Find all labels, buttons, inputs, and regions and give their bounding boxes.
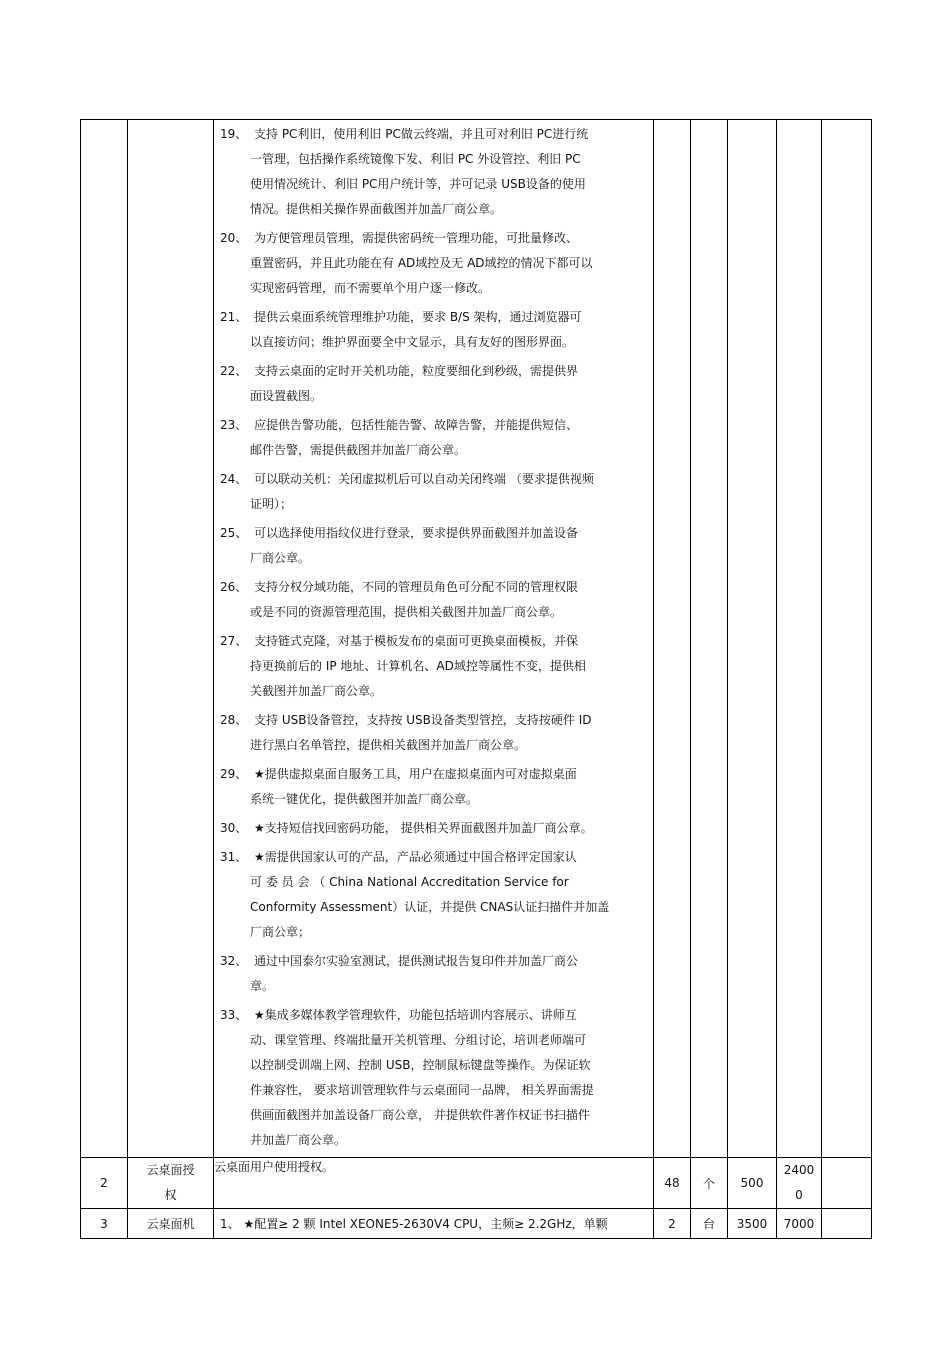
item-line: [220, 679, 649, 704]
item-text: 可 委 员 会 （ China National Accreditation Service for: [250, 875, 569, 889]
item-line: [220, 546, 649, 571]
item-line: [220, 521, 649, 546]
item-text: 支持分权分域功能，不同的管理员角色可分配不同的管理权限: [254, 580, 579, 594]
item-number: 23、: [220, 418, 248, 432]
item-line: [220, 654, 649, 679]
item-number: 19、: [220, 127, 248, 141]
item-number: 27、: [220, 634, 248, 648]
item-text: Conformity Assessment）认证，并提供 CNAS认证扫描件并加盖: [250, 900, 610, 914]
item-text: 并加盖厂商公章。: [250, 1133, 347, 1147]
item-text: 以控制受训端上网、控制 USB，控制鼠标键盘等操作。为保证软: [250, 1058, 591, 1072]
requirement-list: [214, 120, 653, 1153]
item-text: ★支持短信找回密码功能， 提供相关界面截图并加盖厂商公章。: [254, 821, 593, 835]
row-total: 2400 0: [777, 1158, 822, 1209]
row-total: 7000: [777, 1209, 822, 1239]
row-unit: 个: [691, 1158, 728, 1209]
item-text: 供画面截图并加盖设备厂商公章， 并提供软件著作权证书扫描件: [250, 1108, 590, 1122]
item-text: ★需提供国家认可的产品，产品必须通过中国合格评定国家认: [254, 850, 577, 864]
row-name: 云桌面授 权: [128, 1158, 214, 1209]
item-line: [220, 575, 649, 600]
item-text: 或是不同的资源管理范围，提供相关截图并加盖厂商公章。: [250, 605, 563, 619]
row-remark: [822, 1209, 872, 1239]
item-number: 33、: [220, 1008, 248, 1022]
item-line: [220, 787, 649, 812]
requirement-cell: [214, 120, 654, 1158]
item-text: 面设置截图。: [250, 389, 323, 403]
item-text: 一管理，包括操作系统镜像下发、利旧 PC 外设管控、利旧 PC: [250, 152, 581, 166]
item-line: [220, 492, 649, 517]
item-line: [220, 1078, 649, 1103]
row-desc: 云桌面用户使用授权。: [214, 1158, 654, 1209]
table-row: [81, 1209, 872, 1239]
item-number: 25、: [220, 526, 248, 540]
item-number: 31、: [220, 850, 248, 864]
item-line: [220, 251, 649, 276]
row-no: 2: [81, 1158, 128, 1209]
no-cell: [81, 120, 128, 1158]
item-line: [220, 870, 649, 895]
table-row: [81, 1158, 872, 1209]
row-no: 3: [81, 1209, 128, 1239]
item-line: [220, 1128, 649, 1153]
spec-table: [80, 119, 872, 1239]
item-number: 29、: [220, 767, 248, 781]
list-item: [220, 629, 649, 704]
item-line: [220, 1053, 649, 1078]
item-text: 支持 PC利旧，使用利旧 PC做云终端，并且可对利旧 PC进行统: [254, 127, 589, 141]
item-text: 动、课堂管理、终端批量开关机管理、分组讨论，培训老师端可: [250, 1033, 587, 1047]
list-item: [220, 708, 649, 758]
item-text: 通过中国泰尔实验室测试，提供测试报告复印件并加盖厂商公: [254, 954, 579, 968]
item-line: [220, 226, 649, 251]
item-line: [220, 629, 649, 654]
item-text: 可以联动关机：关闭虚拟机后可以自动关闭终端 （要求提供视频: [254, 472, 594, 486]
item-number: 26、: [220, 580, 248, 594]
row-price: 500: [728, 1158, 777, 1209]
item-number: 20、: [220, 231, 248, 245]
item-number: 28、: [220, 713, 248, 727]
item-line: [220, 305, 649, 330]
item-number: 32、: [220, 954, 248, 968]
item-line: [220, 1028, 649, 1053]
row-qty: 2: [654, 1209, 691, 1239]
row-desc: 1、 ★配置≥ 2 颗 Intel XEONE5-2630V4 CPU，主频≥ 2.2GHz，单颗: [214, 1209, 654, 1239]
item-line: [220, 1003, 649, 1028]
item-line: [220, 384, 649, 409]
row-remark: [822, 1158, 872, 1209]
item-text: ★提供虚拟桌面自服务工具，用户在虚拟桌面内可对虚拟桌面: [254, 767, 577, 781]
continued-row: [81, 120, 872, 1158]
list-item: [220, 1003, 649, 1153]
list-item: [220, 521, 649, 571]
remark-cell: [822, 120, 872, 1158]
item-number: 24、: [220, 472, 248, 486]
item-text: 系统一键优化，提供截图并加盖厂商公章。: [250, 792, 479, 806]
list-item: [220, 467, 649, 517]
item-line: [220, 762, 649, 787]
list-item: [220, 413, 649, 463]
item-line: [220, 197, 649, 222]
item-text: 支持 USB设备管控，支持按 USB设备类型管控，支持按硬件 ID: [254, 713, 592, 727]
item-line: [220, 413, 649, 438]
item-text: 章。: [250, 979, 275, 993]
item-line: [220, 438, 649, 463]
list-item: [220, 762, 649, 812]
item-text: 支持链式克隆，对基于模板发布的桌面可更换桌面模板，并保: [254, 634, 579, 648]
qty-cell: [654, 120, 691, 1158]
list-item: [220, 226, 649, 301]
item-text: 支持云桌面的定时开关机功能，粒度要细化到秒级，需提供界: [254, 364, 579, 378]
item-text: 证明）；: [250, 497, 293, 511]
item-line: [220, 359, 649, 384]
list-item: [220, 122, 649, 222]
list-item: [220, 359, 649, 409]
item-line: [220, 330, 649, 355]
item-line: [220, 845, 649, 870]
list-item: [220, 949, 649, 999]
item-text: 关截图并加盖厂商公章。: [250, 684, 383, 698]
item-text: 重置密码，并且此功能在有 AD域控及无 AD域控的情况下都可以: [250, 256, 593, 270]
item-line: [220, 920, 649, 945]
total-cell: [777, 120, 822, 1158]
item-number: 21、: [220, 310, 248, 324]
item-line: [220, 949, 649, 974]
item-text: 进行黑白名单管控，提供相关截图并加盖厂商公章。: [250, 738, 527, 752]
item-number: 22、: [220, 364, 248, 378]
item-text: 应提供告警功能，包括性能告警、故障告警，并能提供短信、: [254, 418, 579, 432]
item-line: [220, 974, 649, 999]
row-qty: 48: [654, 1158, 691, 1209]
item-line: [220, 895, 649, 920]
list-item: [220, 575, 649, 625]
item-text: 件兼容性， 要求培训管理软件与云桌面同一品牌， 相关界面需提: [250, 1083, 594, 1097]
unit-cell: [691, 120, 728, 1158]
item-line: [220, 1103, 649, 1128]
item-number: 30、: [220, 821, 248, 835]
item-text: 情况。提供相关操作界面截图并加盖厂商公章。: [250, 202, 503, 216]
item-line: [220, 122, 649, 147]
item-text: 厂商公章；: [250, 925, 311, 939]
price-cell: [728, 120, 777, 1158]
item-line: [220, 816, 649, 841]
item-line: [220, 276, 649, 301]
item-line: [220, 467, 649, 492]
item-text: 邮件告警，需提供截图并加盖厂商公章。: [250, 443, 467, 457]
item-line: [220, 147, 649, 172]
list-item: [220, 845, 649, 945]
item-text: ★集成多媒体教学管理软件，功能包括培训内容展示、讲师互: [254, 1008, 577, 1022]
item-text: 实现密码管理，而不需要单个用户逐一修改。: [250, 281, 491, 295]
row-unit: 台: [691, 1209, 728, 1239]
item-text: 使用情况统计、利旧 PC用户统计等，并可记录 USB设备的使用: [250, 177, 586, 191]
list-item: [220, 816, 649, 841]
list-item: [220, 305, 649, 355]
item-text: 以直接访问；维护界面要全中文显示，具有友好的图形界面。: [250, 335, 575, 349]
item-text: 厂商公章。: [250, 551, 311, 565]
name-cell: [128, 120, 214, 1158]
item-line: [220, 733, 649, 758]
row-name: 云桌面机: [128, 1209, 214, 1239]
row-price: 3500: [728, 1209, 777, 1239]
item-line: [220, 708, 649, 733]
item-text: 提供云桌面系统管理维护功能，要求 B/S 架构，通过浏览器可: [254, 310, 582, 324]
item-line: [220, 172, 649, 197]
item-line: [220, 600, 649, 625]
item-text: 为方便管理员管理，需提供密码统一管理功能，可批量修改、: [254, 231, 579, 245]
item-text: 可以选择使用指纹仪进行登录，要求提供界面截图并加盖设备: [254, 526, 579, 540]
item-text: 持更换前后的 IP 地址、计算机名、AD域控等属性不变，提供相: [250, 659, 586, 673]
